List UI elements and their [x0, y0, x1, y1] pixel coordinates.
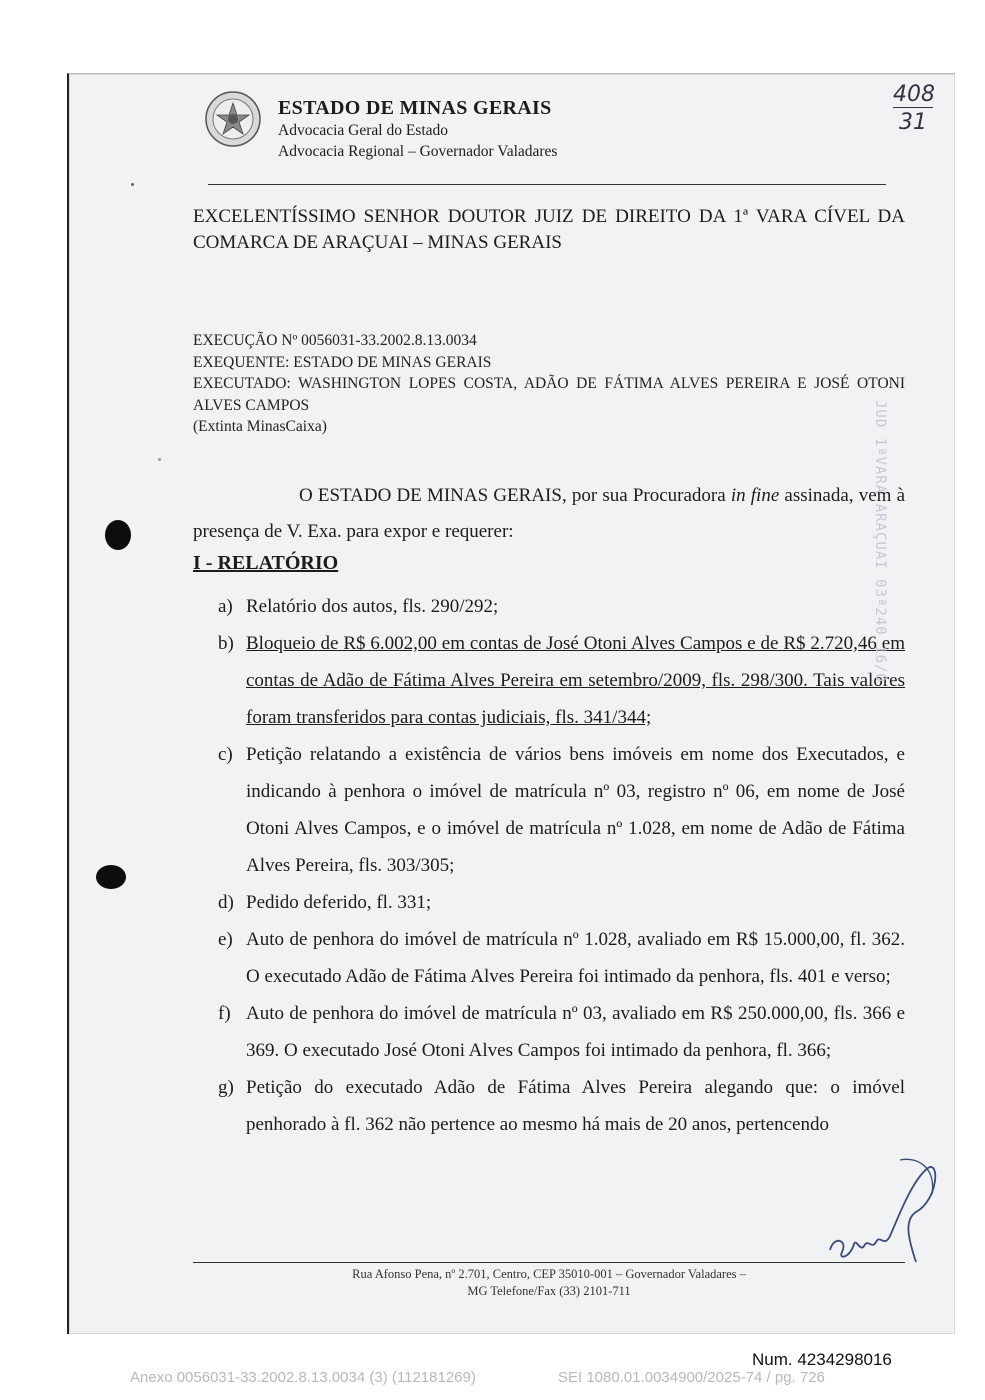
- list-item: [218, 625, 905, 736]
- footer-address: Rua Afonso Pena, nº 2.701, Centro, CEP 35010-001 – Governador Valadares –: [352, 1267, 746, 1281]
- handwritten-bottom: 31: [899, 110, 927, 135]
- intro-after: assinada, vem à presença de V. Exa. para expor e requerer:: [193, 485, 905, 542]
- item-text: Relatório dos autos, fls. 290/292;: [246, 596, 499, 617]
- item-text: Petição do executado Adão de Fátima Alves Pereira alegando que: o imóvel penhorado à fl. 362 não pertence ao mesmo há mais de 20 anos, pertencendo: [246, 1077, 905, 1135]
- letterhead-regional: Advocacia Regional – Governador Valadares: [278, 143, 558, 160]
- item-text: Bloqueio de R$ 6.002,00 em contas de José Otoni Alves Campos e de R$ 2.720,46 em contas de Adão de Fátima Alves Pereira em setembro/2009, fls. 298/300. Tais valores foram transferidos para contas judiciais, fls. 341/344;: [246, 633, 905, 728]
- item-letter: f): [218, 1003, 231, 1024]
- letterhead-agency: Advocacia Geral do Estado: [278, 122, 449, 139]
- item-letter: g): [218, 1077, 234, 1098]
- court-stamp-text: JUD 1ªVARA ARAÇUAI 03ª240 16/0: [872, 400, 888, 683]
- handwritten-top: 408: [893, 82, 935, 107]
- item-letter: a): [218, 596, 233, 617]
- item-text: Pedido deferido, fl. 331;: [246, 892, 432, 913]
- footer-phone: MG Telefone/Fax (33) 2101-711: [467, 1284, 631, 1298]
- coat-of-arms-icon: [204, 90, 262, 148]
- case-exequente: EXEQUENTE: ESTADO DE MINAS GERAIS: [193, 353, 492, 371]
- header-divider: [208, 184, 886, 185]
- intro-paragraph: [193, 478, 905, 550]
- item-text: Auto de penhora do imóvel de matrícula nº 1.028, avaliado em R$ 15.000,00, fl. 362. O executado Adão de Fátima Alves Pereira foi intimado da penhora, fls. 401 e verso;: [246, 929, 905, 987]
- case-executado: EXECUTADO: WASHINGTON LOPES COSTA, ADÃO DE FÁTIMA ALVES PEREIRA E JOSÉ OTONI ALVES CAMPOS: [193, 375, 905, 414]
- list-item: [218, 1069, 905, 1143]
- annex-watermark: Anexo 0056031-33.2002.8.13.0034 (3) (112181269): [130, 1369, 476, 1386]
- list-item: [218, 921, 905, 995]
- footer-divider: [193, 1262, 905, 1263]
- punch-hole: [105, 520, 131, 550]
- document-number: Num. 4234298016: [752, 1350, 892, 1369]
- item-letter: c): [218, 744, 233, 765]
- section-title: I - RELATÓRIO: [193, 552, 339, 574]
- item-text: Auto de penhora do imóvel de matrícula nº 03, avaliado em R$ 250.000,00, fls. 366 e 369. O executado José Otoni Alves Campos foi intimado da penhora, fl. 366;: [246, 1003, 905, 1061]
- list-item: [218, 736, 905, 884]
- page-footer: [193, 1266, 905, 1300]
- speck: [131, 183, 134, 186]
- report-list: [218, 588, 905, 1143]
- letterhead: [278, 97, 557, 162]
- item-letter: e): [218, 929, 233, 950]
- list-item: [218, 588, 905, 625]
- handwritten-page-number: [893, 82, 933, 135]
- court-stamp: [866, 400, 892, 730]
- speck: [158, 458, 161, 461]
- case-note: (Extinta MinasCaixa): [193, 418, 327, 435]
- case-block: [193, 330, 905, 438]
- signature-icon: [820, 1140, 940, 1270]
- item-text: Petição relatando a existência de vários bens imóveis em nome dos Executados, e indicando à penhora o imóvel de matrícula nº 03, registro nº 06, em nome de José Otoni Alves Campos, e o imóvel de matrícula nº 1.028, em nome de Adão de Fátima Alves Pereira, fls. 303/305;: [246, 744, 905, 876]
- punch-hole: [96, 865, 126, 889]
- item-letter: d): [218, 892, 234, 913]
- list-item: [218, 884, 905, 921]
- sei-watermark: SEI 1080.01.0034900/2025-74 / pg. 726: [558, 1369, 825, 1386]
- intro-before: O ESTADO DE MINAS GERAIS, por sua Procuradora: [299, 485, 731, 506]
- case-number: EXECUÇÃO Nº 0056031-33.2002.8.13.0034: [193, 332, 477, 349]
- list-item: [218, 995, 905, 1069]
- intro-italic: in fine: [730, 485, 780, 506]
- addressee: EXCELENTÍSSIMO SENHOR DOUTOR JUIZ DE DIREITO DA 1ª VARA CÍVEL DA COMARCA DE ARAÇUAI – MINAS GERAIS: [193, 206, 905, 253]
- letterhead-state: ESTADO DE MINAS GERAIS: [278, 97, 552, 119]
- item-letter: b): [218, 633, 234, 654]
